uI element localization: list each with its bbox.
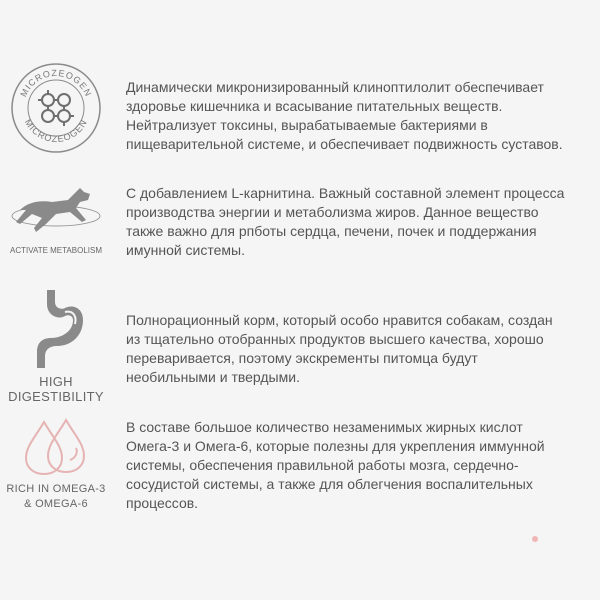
feature-caption: DIGESTIBILITY xyxy=(8,389,104,404)
text-line: Нейтрализует токсины, вырабатываемые бактериями в xyxy=(126,117,488,133)
running-dog-icon xyxy=(6,180,106,244)
feature-description xyxy=(126,78,586,154)
text-line: Омега-3 и Омега-6, которые полезны для укрепления иммунной xyxy=(126,438,545,454)
text-line: В составе большое количество незаменимых жирных кислот xyxy=(126,419,523,435)
text-line: Динамически микронизированный клиноптилолит обеспечивает xyxy=(126,79,544,95)
feature-description xyxy=(126,418,586,513)
text-line: процессов. xyxy=(126,495,199,511)
text-line: здоровье кишечника и всасывание питательных веществ. xyxy=(126,98,503,114)
feature-description xyxy=(126,184,586,260)
text-line: системы, обеспечения правильной работы мозга, сердечно- xyxy=(126,457,519,473)
text-line: переваривается, поэтому экскременты питомца будут xyxy=(126,350,478,366)
text-line: С добавлением L-карнитина. Важный составной элемент процесса xyxy=(126,185,565,201)
feature-caption: ACTIVATE METABOLISM xyxy=(9,246,102,255)
text-line: также важно для рпботы сердца, печени, почек и поддержания xyxy=(126,223,537,239)
feature-description xyxy=(126,311,586,387)
text-line: пищеварительной системе, и обеспечивает подвижность суставов. xyxy=(126,136,563,152)
svg-text:MICROZEOGEN xyxy=(23,117,89,144)
badge-text-top: MICROZEOGEN xyxy=(18,67,94,99)
feature-row-digestibility xyxy=(0,286,600,406)
badge-text-bottom: MICROZEOGEN xyxy=(22,117,90,145)
text-line: из тщательно отобранных продуктов высшего качества, хорошо xyxy=(126,331,544,347)
text-line: необильными и твердыми. xyxy=(126,369,300,385)
decorative-dot xyxy=(532,536,538,542)
text-line: производства энергии и метаболизма жиров. Данное вещество xyxy=(126,204,539,220)
text-line: Полнорационный корм, который особо нравится собакам, создан xyxy=(126,312,553,328)
text-line: сосудистой системы, а также для облегчения воспалительных xyxy=(126,476,533,492)
microzeogen-seal-icon xyxy=(0,60,112,156)
feature-row-omega xyxy=(0,416,600,546)
feature-caption: & OMEGA-6 xyxy=(24,498,88,510)
stomach-icon xyxy=(21,286,91,370)
oil-drops-icon xyxy=(18,416,94,478)
feature-caption: RICH IN OMEGA-3 xyxy=(6,483,106,495)
text-line: имунной системы. xyxy=(126,242,245,258)
feature-row-microzeogen xyxy=(0,56,600,166)
feature-row-metabolism xyxy=(0,180,600,280)
feature-caption: HIGH xyxy=(39,374,73,389)
